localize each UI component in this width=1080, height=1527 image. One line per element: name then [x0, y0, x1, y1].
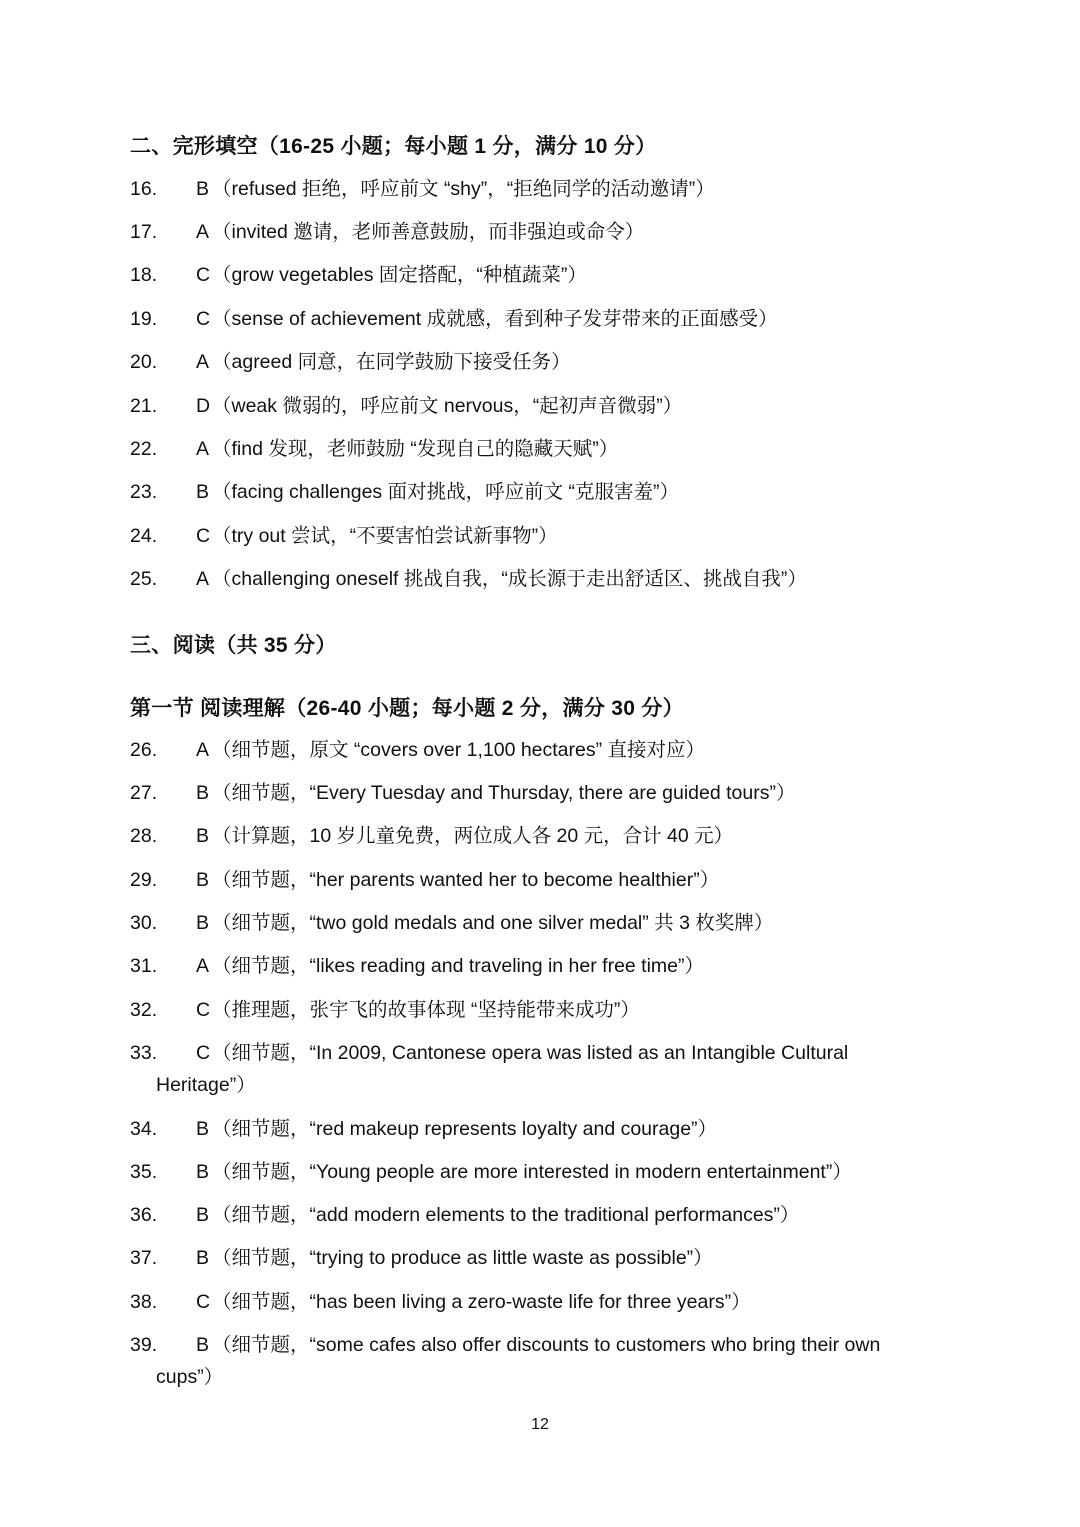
item-answer: C — [196, 999, 211, 1021]
item-explanation-continuation: Heritage”） — [156, 1074, 256, 1096]
item-number: 33. — [130, 1042, 158, 1064]
answer-item — [130, 346, 571, 378]
answer-item — [130, 216, 644, 248]
item-answer: B — [196, 1247, 210, 1269]
item-answer: B — [196, 481, 210, 503]
item-explanation-continuation: cups”） — [156, 1366, 224, 1388]
item-explanation: （细节题，“trying to produce as little waste as possible”） — [212, 1247, 713, 1269]
item-number: 31. — [130, 955, 158, 977]
item-answer: B — [196, 1118, 210, 1140]
item-number: 17. — [130, 221, 158, 243]
item-answer: A — [196, 438, 210, 460]
answer-item — [130, 520, 558, 552]
item-answer: D — [196, 395, 211, 417]
item-answer: B — [196, 869, 210, 891]
item-number: 27. — [130, 782, 158, 804]
item-explanation: （细节题，“add modern elements to the traditional performances”） — [212, 1204, 800, 1226]
item-answer: B — [196, 825, 210, 847]
item-answer: A — [196, 568, 210, 590]
item-explanation: （细节题，“some cafes also offer discounts to customers who bring their own — [212, 1334, 881, 1356]
answer-item — [130, 433, 618, 465]
item-explanation: （sense of achievement 成就感，看到种子发芽带来的正面感受） — [212, 308, 778, 330]
item-explanation: （细节题，“red makeup represents loyalty and courage”） — [212, 1118, 718, 1140]
item-number: 34. — [130, 1118, 158, 1140]
item-answer: A — [196, 739, 210, 761]
item-answer: C — [196, 525, 211, 547]
item-number: 19. — [130, 308, 158, 330]
item-number: 29. — [130, 869, 158, 891]
page-number: 12 — [531, 1416, 549, 1433]
item-answer: C — [196, 264, 211, 286]
item-explanation: （find 发现，老师鼓励 “发现自己的隐藏天赋”） — [212, 438, 619, 460]
item-number: 18. — [130, 264, 158, 286]
item-number: 22. — [130, 438, 158, 460]
item-explanation: （细节题，“Every Tuesday and Thursday, there are guided tours”） — [212, 782, 796, 804]
answer-item — [130, 1113, 717, 1145]
item-answer: B — [196, 782, 210, 804]
item-explanation: （推理题，张宇飞的故事体现 “坚持能带来成功”） — [212, 999, 640, 1021]
answer-item — [130, 390, 682, 422]
item-number: 25. — [130, 568, 158, 590]
answer-item — [130, 1199, 799, 1231]
item-answer: B — [196, 1204, 210, 1226]
item-number: 24. — [130, 525, 158, 547]
item-number: 32. — [130, 999, 158, 1021]
answer-item — [130, 1286, 751, 1318]
answer-item — [130, 476, 679, 508]
section-heading-reading: 三、阅读（共 35 分） — [130, 634, 337, 657]
item-answer: C — [196, 1291, 211, 1313]
answer-item — [130, 173, 715, 205]
item-answer: B — [196, 1161, 210, 1183]
item-number: 39. — [130, 1334, 158, 1356]
answer-item — [130, 864, 719, 896]
item-explanation: （agreed 同意，在同学鼓励下接受任务） — [212, 351, 571, 373]
item-number: 20. — [130, 351, 158, 373]
answer-item — [130, 777, 795, 809]
item-explanation: （计算题，10 岁儿童免费，两位成人各 20 元，合计 40 元） — [212, 825, 734, 847]
item-number: 21. — [130, 395, 158, 417]
item-explanation: （细节题，“Young people are more interested in modern entertainment”） — [212, 1161, 852, 1183]
answer-item — [130, 1242, 713, 1274]
item-answer: C — [196, 1042, 211, 1064]
item-explanation: （细节题，“two gold medals and one silver medal” 共 3 枚奖牌） — [212, 912, 774, 934]
answer-item — [130, 994, 640, 1026]
answer-item — [130, 820, 733, 852]
answer-item — [130, 950, 704, 982]
item-number: 23. — [130, 481, 158, 503]
subsection-heading-comprehension: 第一节 阅读理解（26-40 小题；每小题 2 分，满分 30 分） — [130, 697, 684, 720]
item-explanation: （细节题，“has been living a zero-waste life for three years”） — [212, 1291, 751, 1313]
item-answer: B — [196, 1334, 210, 1356]
item-answer: B — [196, 178, 210, 200]
answer-item — [130, 259, 587, 291]
item-explanation: （细节题，“In 2009, Cantonese opera was listed as an Intangible Cultural — [212, 1042, 849, 1064]
item-answer: A — [196, 351, 210, 373]
answer-item — [130, 303, 778, 335]
item-number: 38. — [130, 1291, 158, 1313]
item-explanation: （细节题，“her parents wanted her to become healthier”） — [212, 869, 720, 891]
item-number: 16. — [130, 178, 158, 200]
answer-item — [130, 907, 773, 939]
item-explanation: （weak 微弱的，呼应前文 nervous，“起初声音微弱”） — [212, 395, 683, 417]
item-number: 35. — [130, 1161, 158, 1183]
item-explanation: （invited 邀请，老师善意鼓励，而非强迫或命令） — [212, 221, 645, 243]
item-explanation: （grow vegetables 固定搭配，“种植蔬菜”） — [212, 264, 587, 286]
item-explanation: （refused 拒绝，呼应前文 “shy”，“拒绝同学的活动邀请”） — [212, 178, 715, 200]
item-explanation: （try out 尝试，“不要害怕尝试新事物”） — [212, 525, 558, 547]
item-number: 36. — [130, 1204, 158, 1226]
item-explanation: （facing challenges 面对挑战，呼应前文 “克服害羞”） — [212, 481, 680, 503]
item-number: 26. — [130, 739, 158, 761]
item-answer: B — [196, 912, 210, 934]
item-answer: A — [196, 221, 210, 243]
answer-item — [130, 734, 705, 766]
answer-item — [130, 563, 807, 595]
item-explanation: （细节题，“likes reading and traveling in her free time”） — [212, 955, 705, 977]
item-number: 28. — [130, 825, 158, 847]
item-number: 37. — [130, 1247, 158, 1269]
item-explanation: （细节题，原文 “covers over 1,100 hectares” 直接对应） — [212, 739, 706, 761]
item-explanation: （challenging oneself 挑战自我，“成长源于走出舒适区、挑战自我”） — [212, 568, 807, 590]
item-answer: C — [196, 308, 211, 330]
item-answer: A — [196, 955, 210, 977]
answer-item — [130, 1156, 852, 1188]
section-heading-cloze: 二、完形填空（16-25 小题；每小题 1 分，满分 10 分） — [130, 135, 657, 158]
answer-item — [130, 1329, 890, 1393]
answer-item — [130, 1037, 890, 1101]
item-number: 30. — [130, 912, 158, 934]
